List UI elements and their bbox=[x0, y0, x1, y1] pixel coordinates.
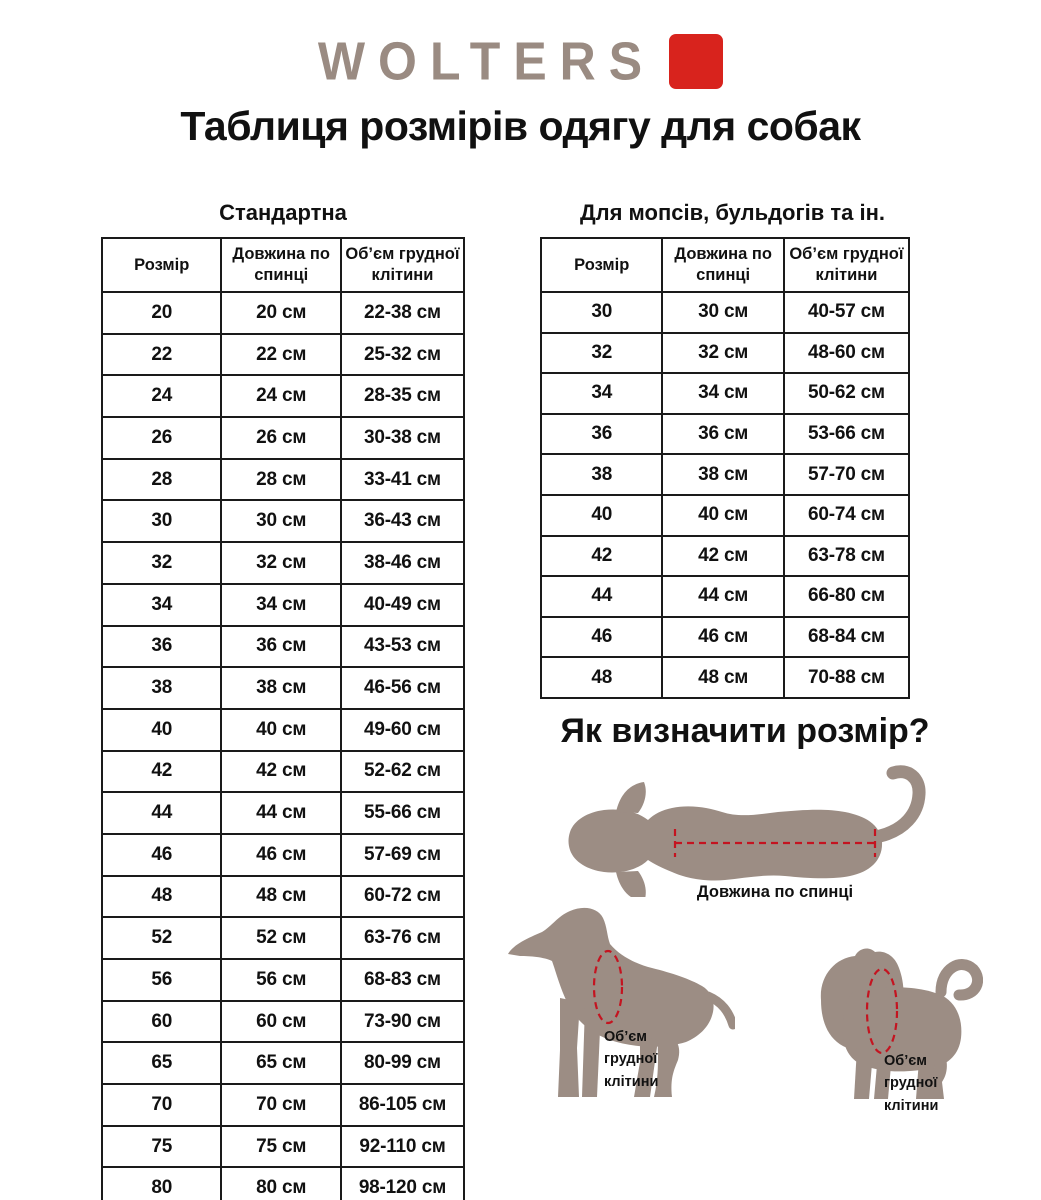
table-cell: 30 bbox=[102, 500, 221, 542]
table-cell: 32 bbox=[102, 542, 221, 584]
header-row bbox=[102, 238, 464, 292]
table-cell: 48 bbox=[102, 876, 221, 918]
table-row bbox=[541, 617, 909, 658]
standard-table-caption: Стандартна bbox=[219, 200, 347, 225]
brand-header bbox=[0, 28, 1041, 94]
table-row bbox=[541, 414, 909, 455]
table-cell: 52 см bbox=[221, 917, 340, 959]
table-cell: 65 см bbox=[221, 1042, 340, 1084]
table-cell: 38 bbox=[541, 454, 662, 495]
column-header: Об’єм грудної клітини bbox=[784, 238, 909, 292]
table-cell: 44 bbox=[541, 576, 662, 617]
table-row bbox=[102, 1001, 464, 1043]
table-cell: 38-46 см bbox=[341, 542, 464, 584]
table-row bbox=[102, 292, 464, 334]
table-cell: 52-62 см bbox=[341, 751, 464, 793]
table-cell: 68-84 см bbox=[784, 617, 909, 658]
dog-ear-right-icon bbox=[616, 871, 646, 897]
pug-size-table bbox=[540, 237, 910, 699]
table-cell: 30 см bbox=[662, 292, 783, 333]
table-row bbox=[102, 626, 464, 668]
back-length-label: Довжина по спинці bbox=[696, 883, 854, 901]
table-cell: 52 bbox=[102, 917, 221, 959]
wolters-logo-text: WOLTERS bbox=[317, 30, 656, 92]
table-cell: 60-72 см bbox=[341, 876, 464, 918]
table-cell: 46-56 см bbox=[341, 667, 464, 709]
column-header: Розмір bbox=[102, 238, 221, 292]
table-row bbox=[102, 792, 464, 834]
table-row bbox=[102, 542, 464, 584]
table-cell: 42 bbox=[102, 751, 221, 793]
table-cell: 32 см bbox=[221, 542, 340, 584]
table-cell: 38 bbox=[102, 667, 221, 709]
table-cell: 80-99 см bbox=[341, 1042, 464, 1084]
table-cell: 42 bbox=[541, 536, 662, 577]
table-cell: 40 см bbox=[662, 495, 783, 536]
table-row bbox=[102, 959, 464, 1001]
table-cell: 36-43 см bbox=[341, 500, 464, 542]
table-cell: 26 см bbox=[221, 417, 340, 459]
table-cell: 50-62 см bbox=[784, 373, 909, 414]
table-cell: 24 bbox=[102, 375, 221, 417]
table-cell: 22 bbox=[102, 334, 221, 376]
table-cell: 22-38 см bbox=[341, 292, 464, 334]
table-cell: 65 bbox=[102, 1042, 221, 1084]
table-cell: 32 bbox=[541, 333, 662, 374]
table-cell: 28-35 см bbox=[341, 375, 464, 417]
table-cell: 55-66 см bbox=[341, 792, 464, 834]
table-cell: 48 см bbox=[221, 876, 340, 918]
table-cell: 43-53 см bbox=[341, 626, 464, 668]
table-cell: 34 bbox=[541, 373, 662, 414]
table-cell: 42 см bbox=[662, 536, 783, 577]
table-row bbox=[102, 876, 464, 918]
wolters-logo-red-square-icon bbox=[669, 34, 723, 89]
chest-volume-label: Об’єм грудної клітини bbox=[884, 1053, 939, 1114]
pug-table-body bbox=[541, 292, 909, 698]
table-cell: 60 bbox=[102, 1001, 221, 1043]
table-cell: 34 bbox=[102, 584, 221, 626]
table-cell: 86-105 см bbox=[341, 1084, 464, 1126]
table-row bbox=[541, 333, 909, 374]
table-cell: 20 см bbox=[221, 292, 340, 334]
table-cell: 46 bbox=[102, 834, 221, 876]
table-cell: 28 bbox=[102, 459, 221, 501]
page-title: Таблиця розмірів одягу для собак bbox=[180, 103, 861, 149]
table-cell: 22 см bbox=[221, 334, 340, 376]
table-cell: 75 bbox=[102, 1126, 221, 1168]
table-cell: 66-80 см bbox=[784, 576, 909, 617]
table-cell: 80 bbox=[102, 1167, 221, 1200]
table-row bbox=[102, 459, 464, 501]
column-header: Розмір bbox=[541, 238, 662, 292]
table-cell: 68-83 см bbox=[341, 959, 464, 1001]
table-row bbox=[541, 576, 909, 617]
table-cell: 28 см bbox=[221, 459, 340, 501]
red-square-shape bbox=[669, 34, 723, 89]
table-cell: 70 bbox=[102, 1084, 221, 1126]
table-row bbox=[102, 334, 464, 376]
table-cell: 40 bbox=[541, 495, 662, 536]
table-row bbox=[102, 375, 464, 417]
table-row bbox=[541, 495, 909, 536]
table-cell: 56 bbox=[102, 959, 221, 1001]
table-cell: 36 см bbox=[662, 414, 783, 455]
table-cell: 34 см bbox=[221, 584, 340, 626]
table-cell: 40-57 см bbox=[784, 292, 909, 333]
table-cell: 46 см bbox=[662, 617, 783, 658]
table-cell: 49-60 см bbox=[341, 709, 464, 751]
table-cell: 30 см bbox=[221, 500, 340, 542]
table-cell: 60 см bbox=[221, 1001, 340, 1043]
header-row bbox=[541, 238, 909, 292]
table-cell: 92-110 см bbox=[341, 1126, 464, 1168]
table-cell: 44 bbox=[102, 792, 221, 834]
standard-table-body bbox=[102, 292, 464, 1200]
table-cell: 30-38 см bbox=[341, 417, 464, 459]
table-cell: 38 см bbox=[221, 667, 340, 709]
column-header: Довжина по спинці bbox=[221, 238, 340, 292]
guide-heading: Як визначити розмір? bbox=[560, 712, 930, 750]
dog-ear-left-icon bbox=[616, 782, 646, 813]
table-cell: 75 см bbox=[221, 1126, 340, 1168]
table-cell: 98-120 см bbox=[341, 1167, 464, 1200]
table-cell: 46 см bbox=[221, 834, 340, 876]
table-row bbox=[102, 917, 464, 959]
table-row bbox=[102, 1167, 464, 1200]
table-row bbox=[541, 292, 909, 333]
table-row bbox=[102, 500, 464, 542]
table-row bbox=[102, 1126, 464, 1168]
table-cell: 30 bbox=[541, 292, 662, 333]
table-row bbox=[102, 834, 464, 876]
table-row bbox=[541, 454, 909, 495]
table-row bbox=[102, 1042, 464, 1084]
table-cell: 40 см bbox=[221, 709, 340, 751]
big-dog-front-leg-near bbox=[558, 998, 580, 1097]
chest-volume-label: Об’єм грудної клітини bbox=[604, 1029, 659, 1090]
table-cell: 36 bbox=[102, 626, 221, 668]
table-row bbox=[102, 667, 464, 709]
table-cell: 38 см bbox=[662, 454, 783, 495]
table-cell: 63-76 см bbox=[341, 917, 464, 959]
standard-size-table bbox=[101, 237, 465, 1200]
table-cell: 57-70 см bbox=[784, 454, 909, 495]
table-cell: 60-74 см bbox=[784, 495, 909, 536]
dog-tail-curl bbox=[880, 772, 919, 836]
table-row bbox=[102, 751, 464, 793]
table-cell: 63-78 см bbox=[784, 536, 909, 577]
table-cell: 40-49 см bbox=[341, 584, 464, 626]
table-cell: 73-90 см bbox=[341, 1001, 464, 1043]
table-row bbox=[102, 417, 464, 459]
table-cell: 70 см bbox=[221, 1084, 340, 1126]
table-cell: 26 bbox=[102, 417, 221, 459]
table-cell: 53-66 см bbox=[784, 414, 909, 455]
pugs-table-caption: Для мопсів, бульдогів та ін. bbox=[579, 200, 886, 225]
table-cell: 70-88 см bbox=[784, 657, 909, 698]
table-cell: 80 см bbox=[221, 1167, 340, 1200]
table-cell: 34 см bbox=[662, 373, 783, 414]
pug-front-leg-near bbox=[854, 1048, 873, 1099]
big-dog-front-leg-far bbox=[582, 1006, 601, 1097]
table-cell: 20 bbox=[102, 292, 221, 334]
table-row bbox=[102, 709, 464, 751]
table-cell: 48 см bbox=[662, 657, 783, 698]
column-header: Довжина по спинці bbox=[662, 238, 783, 292]
table-row bbox=[102, 1084, 464, 1126]
pug-tail-curl bbox=[941, 965, 978, 996]
column-header: Об’єм грудної клітини bbox=[341, 238, 464, 292]
table-cell: 36 см bbox=[221, 626, 340, 668]
table-cell: 40 bbox=[102, 709, 221, 751]
table-row bbox=[541, 657, 909, 698]
table-row bbox=[541, 373, 909, 414]
table-cell: 56 см bbox=[221, 959, 340, 1001]
table-cell: 32 см bbox=[662, 333, 783, 374]
table-cell: 36 bbox=[541, 414, 662, 455]
table-cell: 24 см bbox=[221, 375, 340, 417]
table-cell: 46 bbox=[541, 617, 662, 658]
table-cell: 44 см bbox=[662, 576, 783, 617]
table-cell: 57-69 см bbox=[341, 834, 464, 876]
table-cell: 42 см bbox=[221, 751, 340, 793]
dog-top-view-illustration bbox=[550, 752, 945, 897]
table-row bbox=[102, 584, 464, 626]
table-cell: 48-60 см bbox=[784, 333, 909, 374]
table-row bbox=[541, 536, 909, 577]
table-cell: 48 bbox=[541, 657, 662, 698]
table-cell: 33-41 см bbox=[341, 459, 464, 501]
table-cell: 25-32 см bbox=[341, 334, 464, 376]
table-cell: 44 см bbox=[221, 792, 340, 834]
